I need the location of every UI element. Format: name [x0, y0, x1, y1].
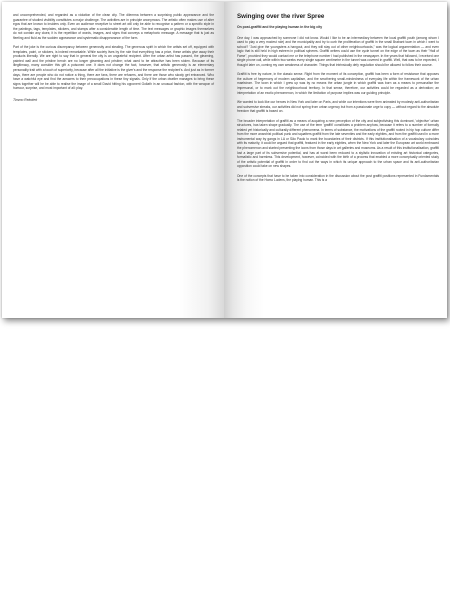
chapter-subtitle: On post-graffiti and the playing human in the big city [237, 25, 323, 29]
body-paragraph: We wanted to look like our heroes in New York and later on Paris, and while our intentions were then animated by modesty anti-authoritarian and subversive streaks, our activities did not spring from urban urgency but from a passionate urge to copy — without regard to the absolute freedom that graffiti is based on. [237, 100, 439, 114]
left-page [2, 2, 224, 318]
body-paragraph: The broader interpretation of graffiti as a means of acquiring a new perception of the city and subjectivising this dominant, 'objective' urban structures, has taken shape gradually. The use of the term 'graffiti' constitutes a problem anyhow, because it refers to a number of formally related yet historically and culturally different phenomena. In terms of substance, the motivations of the graffiti rooted in hip hop culture differ from the more anarchist political punk and squatters graffiti from the late seventies and the early eighties, and from the graffiti used in a more instrumental way by gangs in LA or São Paulo to mark the boundaries of their districts. If this institutionalisation of a vocabulary coincides with its maturity, it could be argued that graffiti, featured in the early eighties, when the New York and later the European art world embraced the phenomenon and started presenting the icons from those days in art galleries and museums. As a result of this institutionalisation, graffiti lost a large part of its subversive potential, and has at worst been reduced to a stylistic innovation of existing art historical categories, formalistic and harmless. This development, however, coincided with the birth of a process that enabled a more conceptually oriented study of the artistic potential of graffiti in order to find out the ways in which its unique approach to the urban space and its anti-authoritarian opposition could take on new shapes. [237, 118, 439, 169]
body-paragraph: Graffiti is free by nature, in the classic sense. Right from the moment of its conception, graffiti has been a form of resistance that opposes the culture of hegemony of modern capitalism, and the smothering small-mindedness of everyday life within the framework of the urban maelstrom. The town in which I grew up was by no means the urban jungle in which graffiti was born as a means to personalise the impersonal, or to mark out the neighbourhood territory. In that sense, therefore, our activities could be regarded as a derivation; an interpretation of an exotic phenomenon, in which the limitation of purpose implies was our guiding principle. [237, 72, 439, 95]
chapter-title: Swinging over the river Spree [237, 13, 325, 20]
body-paragraph: One of the concepts that have to be taken into consideration in the discussion about the post graffiti positions represented in Fundamentals is the notion of the Homo Ludens, the playing human. This is a [237, 173, 439, 183]
right-page [224, 2, 447, 318]
book-spread [2, 2, 447, 318]
body-paragraph: and uncomprehended, and regarded as a violation of the clean city. The dilemma between a surprising public appearance and the guarantee of studied visibility constitutes a major challenge. The activities are in principle anonymous. The artistic often makes use of alter egos that are known to insiders only. Even an audience receptive to street art will only be able to recognise a pattern or a specific style in the paintings, tags, templates, stickers, and stamps after a considerable length of time. The text messages or graphic images themselves do not contain any clues; it is the repetition of words, images, and signs that conveys a metaphoric message. A message that is just as fleeting and fluid as the sudden appearance and systematic disappearance of the form. [13, 13, 214, 40]
body-paragraph: Part of the joke is the curious discrepancy between generosity and stealing. The generous spirit in which the artists set off, equipped with templates, paint, or stickers, is indeed remarkable. While society lives by the rule that everything has a price, these artists give away their products liberally. We are right to say that in general the city is an ungrateful recipient. After the urban artist has passed, the gleaming, painted wall and the pristine bench are no longer gleaming and pristine; what used to be attractive has been stolen. Because of its illegitimacy, many consider this gift a poisoned one. It does not change the fact, however, that artistic generosity is an elementary personality trait with a touch of superiority, because after all the initiative is the giver's and the response the recipient's. And just as in former days, there are people who do not notice a thing, there are fans, there are refusers, and there are those who slowly get entranced. Who have a watchful eye and find the answers to their preoccupations in these tiny signals. Only if the urban dweller manages to bring these signs together will he be able to realise the image of a small David hitting his opponent Goliath in an unusual fashion, with the weapon of humour, surprise, and most important of all: play. [13, 45, 214, 91]
body-paragraph: One day, I was approached by someone I did not know. Would I like to be an intermediary between the local graffiti youth (among whom I used to play a very modest role) and the municipality and try to curb the proliferation of graffiti in the small Brabant town in which I went to school? "Just give the youngsters a hangout, and they will stay out of other neighbourhoods," was the logical argumentation — and even logic that is still held in high esteem in political spheres. Graffiti writers could use the cycle tunnel on the edge of the town as their "Hall of Fame", provided they would contact me or the telephone number I had published in the newspaper. In the years that followed, I received one single phone call, while within two weeks every single square centimetre in the tunnel was covered in graffiti. Well, that was to be expected, I thought later on, coming my own weakness of character. Things that intrinsically defy regulation should be allowed to follow their course. [237, 35, 439, 67]
author-signature: Timmo Reindert [13, 97, 38, 102]
